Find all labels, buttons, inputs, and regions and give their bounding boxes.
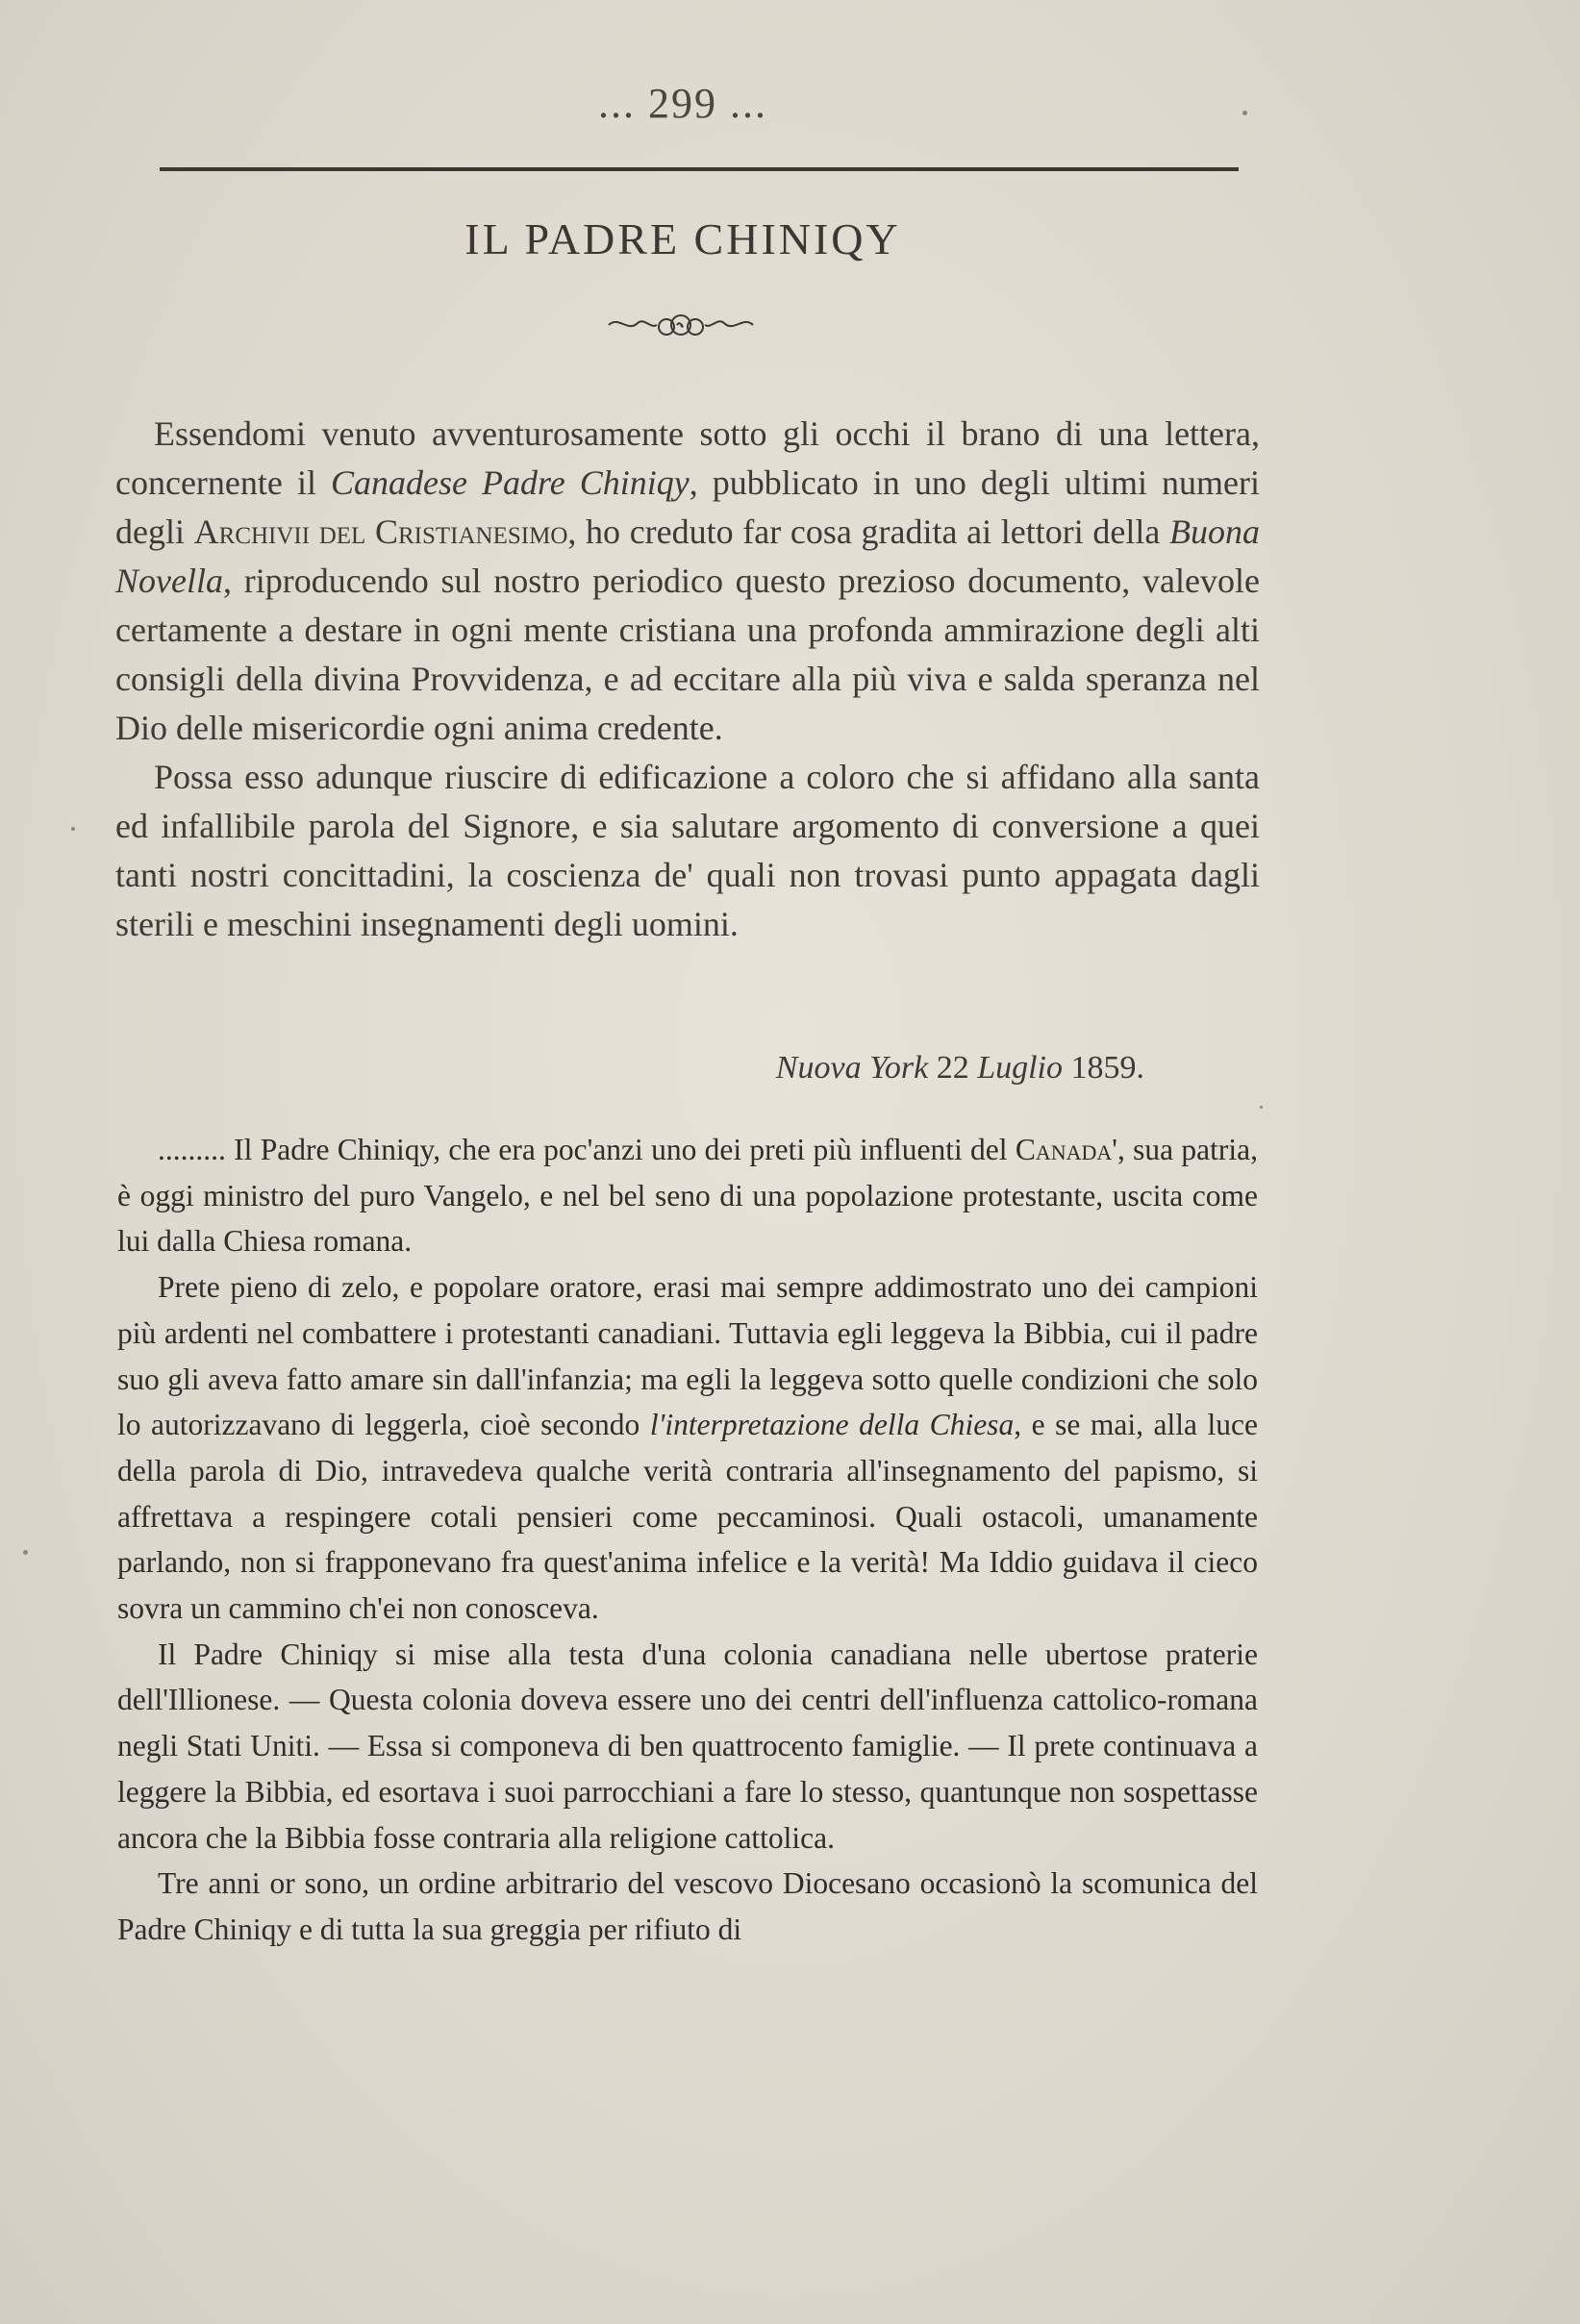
header-rule (160, 167, 1239, 171)
italic-text: l'interpretazione della Chiesa (649, 1408, 1015, 1442)
intro-paragraph: Possa esso adunque riuscire di edificazione a coloro che si affidano alla santa ed infallibile parola del Signore, e sia salutare argomento di conversione a quei tanti nostri concittadini, la coscienza de' quali non trovasi punto appagata dagli sterili e meschini insegnamenti degli uomini. (115, 758, 1260, 943)
dateline (692, 1050, 1144, 1087)
text-run: ......... Il Padre Chiniqy, che era poc'anzi uno dei preti più influenti del (158, 1133, 1016, 1166)
dateline-place: Nuova York (775, 1050, 929, 1086)
paper-speck (1242, 111, 1247, 115)
decorative-ornament (604, 306, 758, 344)
text-run: ', sua patria, è oggi ministro del puro Vangelo, e nel bel seno di una popolazione protestante, uscita come lui dalla Chiesa romana. (117, 1133, 1258, 1259)
small-caps-text: Canada (1015, 1133, 1113, 1166)
body-paragraph: Il Padre Chiniqy si mise alla testa d'una colonia canadiana nelle ubertose praterie dell'Illionese. — Questa colonia doveva essere uno dei centri dell'influenza cattolico-romana negli Stati Uniti. — Essa si componeva di ben quattrocento famiglie. — Il prete continuava a leggere la Bibbia, ed esortava i suoi parrocchiani a fare lo stesso, quantunque non sospettasse ancora che la Bibbia fosse contraria alla religione cattolica. (117, 1637, 1258, 1855)
text-run: , pubblicato in uno degli ultimi numeri degli (115, 463, 1260, 551)
body-paragraph (117, 1127, 1258, 1264)
paper-speck (71, 827, 75, 831)
italic-text: Canadese Padre Chiniqy (331, 463, 690, 502)
dateline-year: 1859. (1070, 1050, 1144, 1086)
page-number: ... 299 ... (598, 80, 767, 127)
text-run: , e se mai, alla luce della parola di Dio, intravedeva qualche verità contraria all'insegnamento del papismo, si affrettava a respingere cotali pensieri come peccaminosi. Quali ostacoli, umanamente parlando, non si frapponevano fra quest'anima infelice e la verità! Ma Iddio guidava il cieco sovra un cammino ch'ei non conosceva. (117, 1408, 1258, 1626)
article-body (117, 1127, 1258, 1953)
text-run: Essendomi venuto avventurosamente sotto gli occhi il brano di una lettera, concernente il (115, 414, 1260, 502)
body-paragraph: Tre anni or sono, un ordine arbitrario del vescovo Diocesano occasionò la scomunica del Padre Chiniqy e di tutta la sua greggia per rifiuto di (117, 1866, 1258, 1946)
small-caps-text: Archivii del Cristianesimo (193, 512, 568, 551)
intro-paragraph (115, 410, 1260, 753)
italic-text: Buona Novella (115, 512, 1261, 600)
paper-speck (1260, 1106, 1263, 1109)
article-title: IL PADRE CHINIQY (464, 214, 901, 263)
paper-speck (23, 1550, 28, 1555)
text-run: Prete pieno di zelo, e popolare oratore, erasi mai sempre addimostrato uno dei campioni più ardenti nel combattere i protestanti canadiani. Tuttavia egli leggeva la Bibbia, cui il padre suo gli aveva fatto amare sin dall'infanzia; ma egli la leggeva sotto quelle condizioni che solo lo autorizzavano di leggerla, cioè secondo (117, 1270, 1258, 1442)
dateline-day: 22 (936, 1050, 969, 1086)
text-run: , riproducendo sul nostro periodico questo prezioso documento, valevole certamente a destare in ogni mente cristiana una profonda ammirazione degli alti consigli della divina Provvidenza, e ad eccitare alla più viva e salda speranza nel Dio delle misericordie ogni anima credente. (115, 562, 1260, 747)
text-run: , ho creduto far cosa gradita ai lettori della (567, 512, 1170, 551)
introduction (115, 410, 1260, 949)
body-paragraph (117, 1264, 1258, 1632)
dateline-month: Luglio (977, 1050, 1063, 1086)
